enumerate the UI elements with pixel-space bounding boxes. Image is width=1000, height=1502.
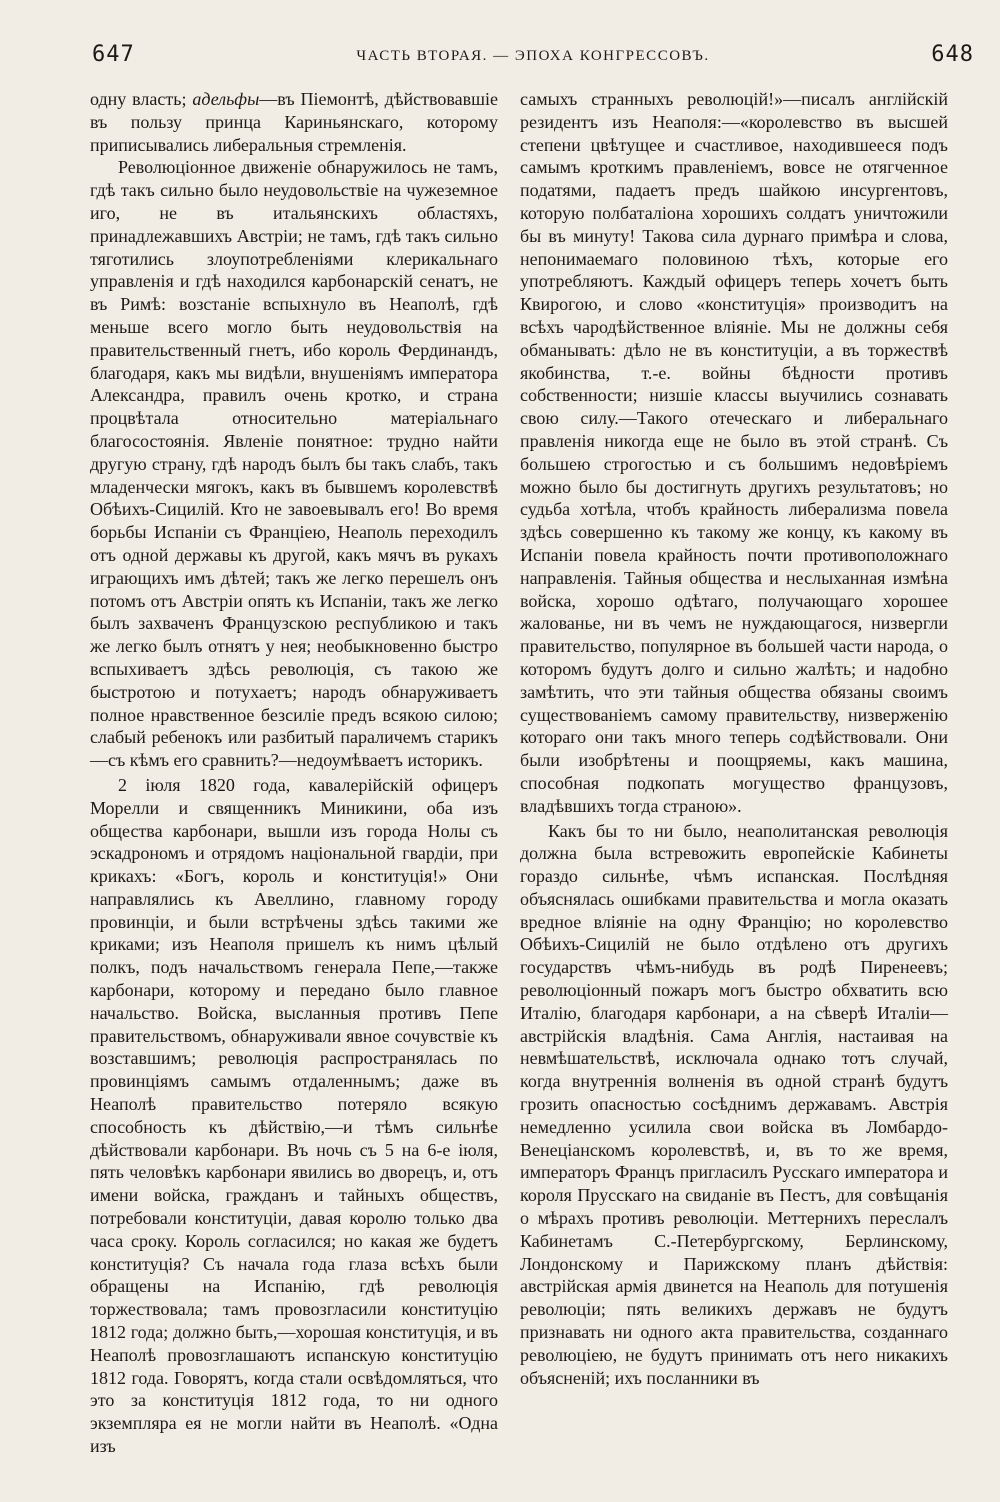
running-title: ЧАСТЬ ВТОРАЯ. — ЭПОХА КОНГРЕССОВЪ. — [356, 48, 710, 64]
left-column — [90, 88, 498, 1458]
paragraph: самыхъ странныхъ революцій!»—писалъ англійскій резидентъ изъ Неаполя:—«королевство въ высшей степени цвѣтущее и счастливое, находившееся подъ самымъ кроткимъ правленіемъ, вовсе не отягченное податями, падаетъ предъ шайкою инсургентовъ, которую полбаталіона хорошихъ солдатъ уничтожили бы въ минуту! Такова сила дурнаго примѣра и слова, непонимаемаго половиною тѣхъ, которые его употребляютъ. Каждый офицеръ теперь хочетъ быть Квирогою, и слово «конституція» производитъ на всѣхъ чародѣйственное вліяніе. Мы не должны себя обманывать: дѣло не въ конституціи, а въ торжествѣ якобинства, т.-е. войны бѣдности противъ собственности; низшіе классы выучились сознавать свою силу.—Такого отеческаго и либеральнаго правленія никогда еще не было въ этой странѣ. Съ большею строгостью и съ большимъ недовѣріемъ можно было бы достигнуть другихъ результатовъ; но судьба хотѣла, чтобъ крайность либерализма повела здѣсь совершенно къ такому же концу, къ какому въ Испаніи повела крайность почти противоположнаго направленія. Тайныя общества и неслыханная измѣна войска, хорошо одѣтаго, получающаго хорошее жалованье, ни въ чемъ не нуждающагося, низвергли правительство, популярное въ большей части народа, о которомъ будутъ долго и сильно жалѣть; и надобно замѣтить, что эти тайныя общества обязаны своимъ существованіемъ самому правительству, низверженію котораго они такъ много теперь содѣйствовали. Они были изобрѣтены и поощряемы, какъ машина, способная подкопать могущество французовъ, владѣвшихъ тогда страною». — [520, 89, 948, 816]
page-number-right: 648 — [931, 42, 974, 67]
paragraph: Какъ бы то ни было, неаполитанская революція должна была встревожить европейскіе Кабинеты гораздо сильнѣе, чѣмъ испанская. Послѣдняя объяснялась ошибками правительства и могла оказать вредное вліяніе на одну Францію; но королевство Обѣихъ-Сицилій не было отдѣлено отъ другихъ государствъ чѣмъ-нибудь въ родѣ Пиренеевъ; революціонный пожаръ могъ быстро обхватить всю Италію, благодаря карбонари, а на сѣверѣ Италіи—австрійскія владѣнія. Сама Англія, настаивая на невмѣшательствѣ, исключала однако тотъ случай, когда внутреннія волненія въ одной странѣ будутъ грозить опасностью сосѣднимъ державамъ. Австрія немедленно усилила свои войска въ Ломбардо-Венеціанскомъ королевствѣ, и, въ то же время, императоръ Францъ пригласилъ Русскаго императора и короля Прусскаго на свиданіе въ Пестъ, для совѣщанія о мѣрахъ противъ революціи. Меттернихъ переслалъ Кабинетамъ С.-Петербургскому, Берлинскому, Лондонскому и Парижскому планъ дѣйствія: австрійская армія двинется на Неаполь для потушенія революціи; пять великихъ державъ не будутъ признавать ни одного акта правительства, созданнаго революціею, не будутъ принимать отъ него никакихъ объясненій; ихъ посланники въ — [520, 820, 948, 1388]
text-run: одну власть; — [90, 89, 193, 109]
paragraph — [90, 88, 498, 156]
paragraph: 2 іюля 1820 года, кавалерійскій офицеръ Морелли и священникъ Миникини, оба изъ общества карбонари, вышли изъ города Нолы съ эскадрономъ и отрядомъ національной гвардіи, при крикахъ: «Богъ, король и конституція!» Они направлялись къ Авеллино, главному городу провинціи, и были встрѣчены здѣсь такими же криками; изъ Неаполя пришелъ къ нимъ цѣлый полкъ, подъ начальствомъ генерала Пепе,—также карбонари, которому и передано было главное начальство. Войска, высланныя противъ Пепе правительствомъ, обнаруживали явное сочувствіе къ возставшимъ; революція распространялась по провинціямъ самымъ отдаленнымъ; даже въ Неаполѣ правительство потеряло всякую способность къ дѣйствію,—и тѣмъ сильнѣе дѣйствовали карбонари. Въ ночь съ 5 на 6-е іюля, пять человѣкъ карбонари явились во дворецъ, и, отъ имени войска, гражданъ и тайныхъ обществъ, потребовали конституціи, давая королю только два часа сроку. Король согласился; но какая же будетъ конституція? Съ начала года глаза всѣхъ были обращены на Испанію, гдѣ революція торжествовала; тамъ провозгласили конституцію 1812 года; должно быть,—хорошая конституція, и въ Неаполѣ провозглашаютъ испанскую конституцію 1812 года. Говорятъ, когда стали освѣдомляться, что это за конституція 1812 года, то ни одного экземпляра ея не могли найти въ Неаполѣ. «Одна изъ — [90, 774, 498, 1457]
right-column — [520, 88, 948, 1389]
text-run: —въ Піемонтѣ, дѣйствовавшіе въ пользу принца Кариньянскаго, которому приписывались либеральныя стремленія. — [90, 89, 498, 155]
page-number-left: 647 — [92, 42, 135, 67]
emphasis-term: адельфы — [192, 89, 260, 109]
page-header — [92, 42, 974, 82]
paragraph: Революціонное движеніе обнаружилось не тамъ, гдѣ такъ сильно было неудовольствіе на чужеземное иго, не въ итальянскихъ областяхъ, принадлежавшихъ Австріи; не тамъ, гдѣ такъ сильно тяготились злоупотребленіями клерикальнаго управленія и гдѣ находился карбонарскій сенатъ, не въ Римѣ: возстаніе вспыхнуло въ Неаполѣ, гдѣ меньше всего могло быть неудовольствія на правительственный гнетъ, ибо король Фердинандъ, благодаря, какъ мы видѣли, внушеніямъ императора Александра, правилъ очень кротко, и страна процвѣтала относительно матеріальнаго благосостоянія. Явленіе понятное: трудно найти другую страну, гдѣ народъ былъ бы такъ слабъ, такъ младенчески мягокъ, какъ въ бывшемъ королевствѣ Обѣихъ-Сицилій. Кто не завоевывалъ его! Во время борьбы Испаніи съ Франціею, Неаполь переходилъ отъ одной державы къ другой, какъ мячъ въ рукахъ играющихъ имъ дѣтей; такъ же легко перешелъ онъ потомъ отъ Австріи опять къ Испаніи, такъ же легко былъ захваченъ Французскою республикою и такъ же легко былъ отнятъ у нея; необыкновенно быстро вспыхиваетъ здѣсь революція, съ такою же быстротою и потухаетъ; народъ обнаруживаетъ полное нравственное безсиліе предъ всякою силою; слабый ребенокъ или разбитый параличемъ старикъ—съ кѣмъ его сравнить?—недоумѣваетъ историкъ. — [90, 157, 498, 771]
